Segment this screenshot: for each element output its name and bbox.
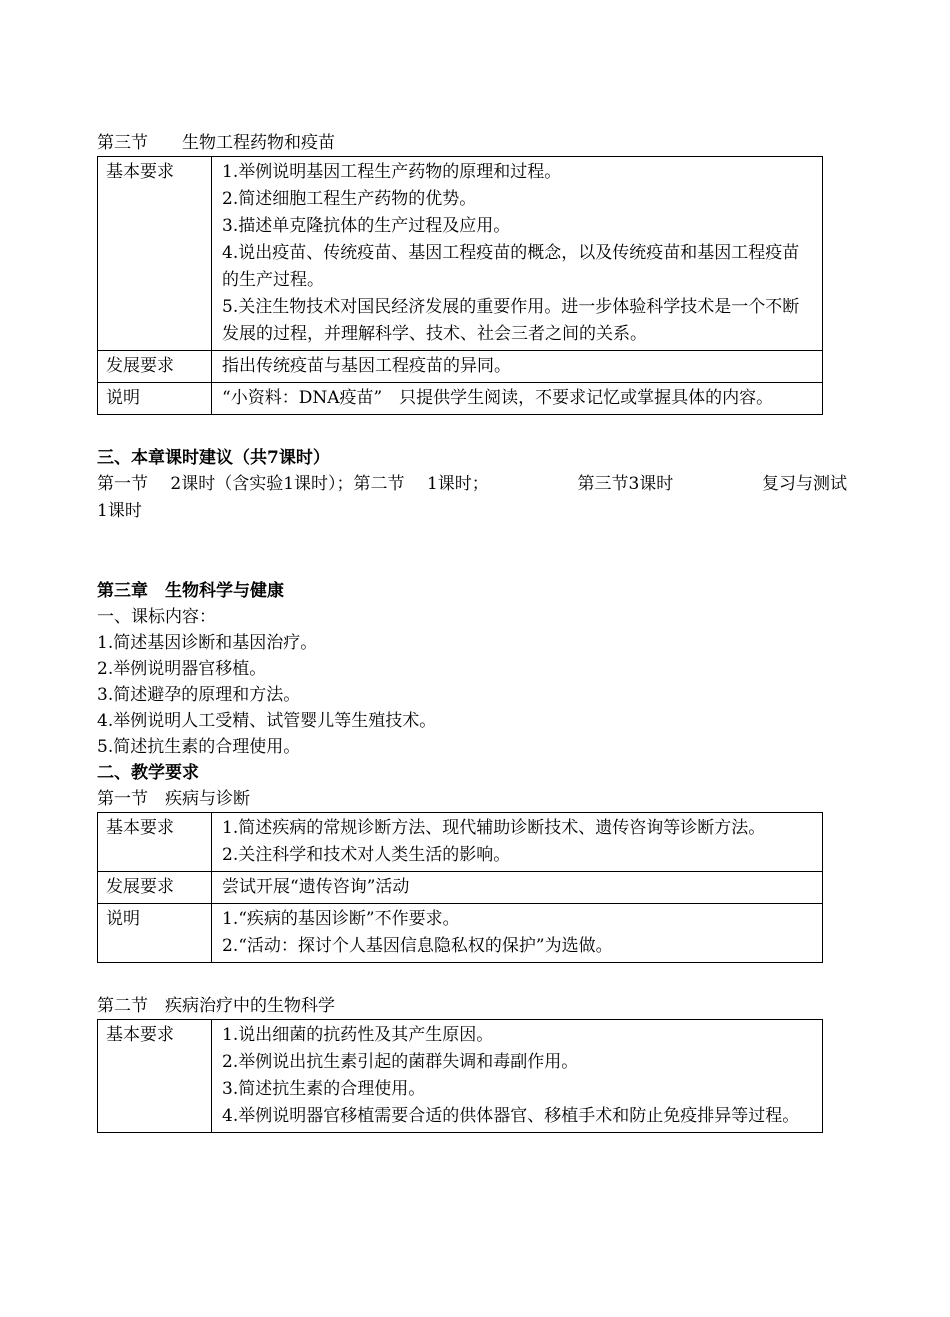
hours-heading: 三、本章课时建议（共7课时） — [97, 448, 330, 468]
standards-heading: 一、课标内容： — [97, 607, 216, 627]
row-content — [212, 813, 823, 872]
list-item: 1.说出细菌的抗药性及其产生原因。 — [222, 1025, 494, 1045]
hours-part: 第三节3课时 — [577, 474, 674, 494]
row-content — [212, 157, 823, 351]
requirements-heading: 二、教学要求 — [97, 763, 199, 783]
list-item: 2.举例说出抗生素引起的菌群失调和毒副作用。 — [222, 1052, 579, 1072]
list-item: 1.简述疾病的常规诊断方法、现代辅助诊断技术、遗传咨询等诊断方法。 — [222, 818, 766, 838]
row-content — [212, 1020, 823, 1133]
list-item: 2.举例说明器官移植。 — [97, 659, 267, 679]
row-label: 基本要求 — [98, 813, 212, 872]
list-item: 2.关注科学和技术对人类生活的影响。 — [222, 845, 511, 865]
row-label: 发展要求 — [98, 872, 212, 904]
list-item: “小资料：DNA疫苗” 只提供学生阅读，不要求记忆或掌握具体的内容。 — [222, 388, 774, 408]
hours-line — [97, 471, 847, 498]
requirements-table — [97, 1019, 823, 1133]
row-label: 发展要求 — [98, 351, 212, 383]
list-item: 5.关注生物技术对国民经济发展的重要作用。进一步体验科学技术是一个不断发展的过程，并理解科学、技术、社会三者之间的关系。 — [222, 297, 800, 344]
list-item: 尝试开展“遗传咨询”活动 — [222, 877, 410, 897]
row-label: 说明 — [98, 383, 212, 415]
list-item: 4.举例说明器官移植需要合适的供体器官、移植手术和防止免疫排异等过程。 — [222, 1106, 800, 1126]
section-title: 第三节 生物工程药物和疫苗 — [97, 133, 335, 153]
list-item: 3.描述单克隆抗体的生产过程及应用。 — [222, 216, 511, 236]
list-item: 5.简述抗生素的合理使用。 — [97, 737, 301, 757]
requirements-table — [97, 812, 823, 963]
list-item: 2.简述细胞工程生产药物的优势。 — [222, 189, 477, 209]
table-row — [98, 813, 823, 872]
row-content — [212, 872, 823, 904]
hours-part: 1课时 — [97, 501, 142, 521]
table-row — [98, 904, 823, 963]
list-item: 1.简述基因诊断和基因治疗。 — [97, 633, 318, 653]
chapter-title: 第三章 生物科学与健康 — [97, 581, 284, 601]
hours-part: 第一节 2课时（含实验1课时）；第二节 1课时； — [97, 474, 489, 494]
section-title: 第二节 疾病治疗中的生物科学 — [97, 996, 335, 1016]
hours-part: 复习与测试 — [762, 474, 847, 494]
document-page — [97, 130, 847, 1133]
section-title: 第一节 疾病与诊断 — [97, 789, 250, 809]
row-label: 基本要求 — [98, 1020, 212, 1133]
requirements-table — [97, 156, 823, 415]
list-item: 4.说出疫苗、传统疫苗、基因工程疫苗的概念，以及传统疫苗和基因工程疫苗的生产过程。 — [222, 243, 800, 290]
list-item: 2.“活动：探讨个人基因信息隐私权的保护”为选做。 — [222, 936, 613, 956]
table-row — [98, 157, 823, 351]
table-row — [98, 383, 823, 415]
list-item: 3.简述避孕的原理和方法。 — [97, 685, 301, 705]
table-row — [98, 1020, 823, 1133]
row-content — [212, 383, 823, 415]
row-label: 基本要求 — [98, 157, 212, 351]
list-item: 1.举例说明基因工程生产药物的原理和过程。 — [222, 162, 562, 182]
list-item: 4.举例说明人工受精、试管婴儿等生殖技术。 — [97, 711, 437, 731]
row-label: 说明 — [98, 904, 212, 963]
list-item: 3.简述抗生素的合理使用。 — [222, 1079, 426, 1099]
row-content — [212, 351, 823, 383]
table-row — [98, 872, 823, 904]
row-content — [212, 904, 823, 963]
list-item: 指出传统疫苗与基因工程疫苗的异同。 — [222, 356, 511, 376]
table-row — [98, 351, 823, 383]
list-item: 1.“疾病的基因诊断”不作要求。 — [222, 909, 460, 929]
